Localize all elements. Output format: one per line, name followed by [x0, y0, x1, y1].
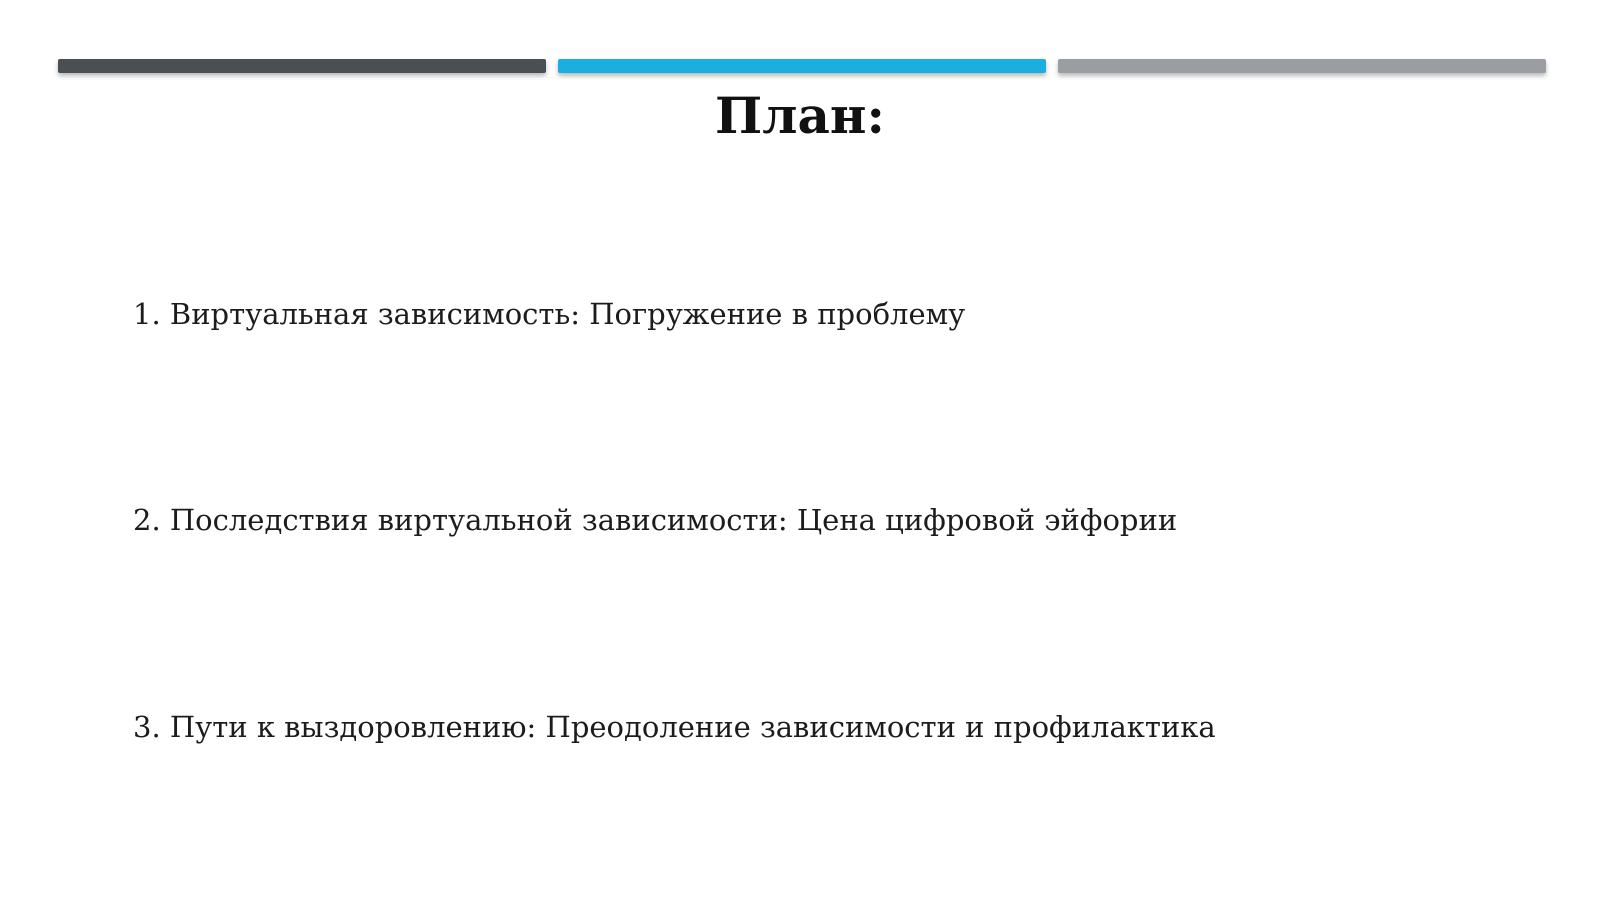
slide-title: План: [715, 86, 885, 145]
plan-item-1: 1. Виртуальная зависимость: Погружение в проблему [133, 297, 966, 331]
header-accent-bars [58, 59, 1546, 73]
accent-bar-dark [58, 59, 546, 73]
accent-bar-gray [1058, 59, 1546, 73]
accent-bar-blue [558, 59, 1046, 73]
plan-item-3: 3. Пути к выздоровлению: Преодоление зависимости и профилактика [133, 710, 1216, 744]
plan-item-2: 2. Последствия виртуальной зависимости: Цена цифровой эйфории [133, 503, 1178, 537]
